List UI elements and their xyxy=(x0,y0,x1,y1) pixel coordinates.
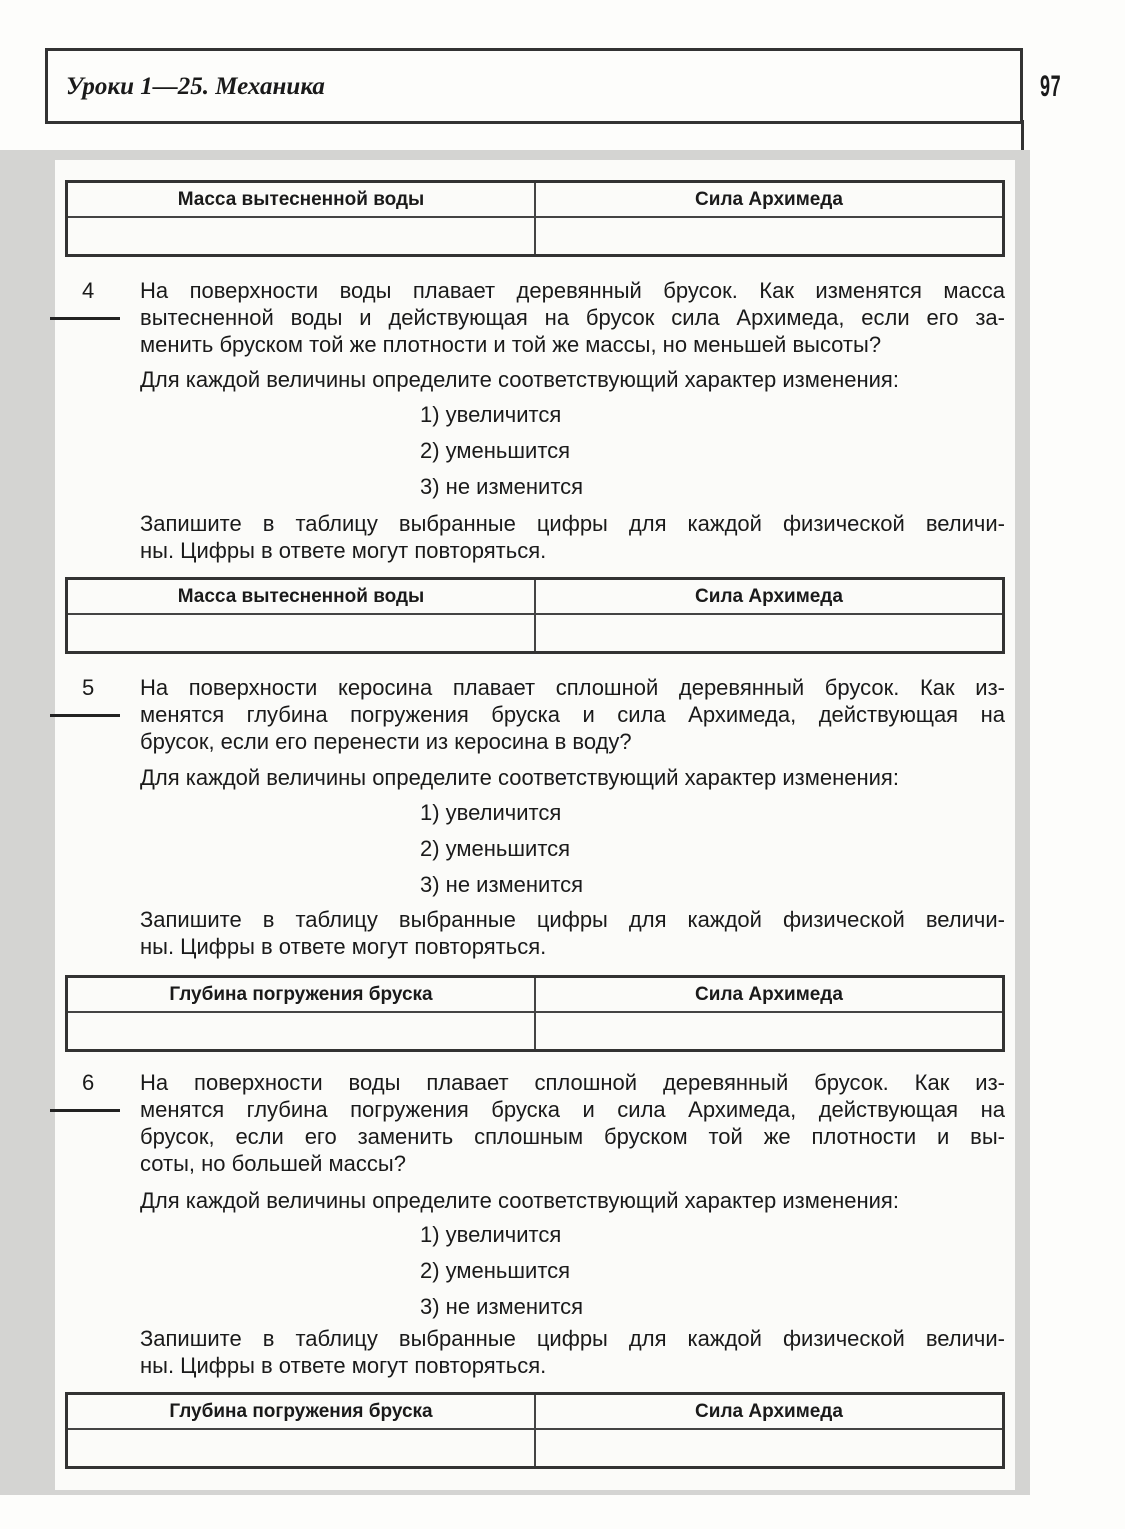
column-header: Сила Архимеда xyxy=(535,977,1004,1013)
answer-note xyxy=(140,906,1005,960)
answer-table xyxy=(65,180,1005,257)
answer-row xyxy=(67,1429,1004,1468)
text-line: Запишите в таблицу выбранные цифры для каждой физической величи- xyxy=(140,907,1005,932)
answer-row xyxy=(67,217,1004,256)
text-line: Для каждой величины определите соответствующий характер изменения: xyxy=(140,367,899,392)
column-header: Глубина погружения бруска xyxy=(67,977,536,1013)
option-item: 2) уменьшится xyxy=(420,1258,571,1283)
text-line: брусок, если его перенести из керосина в воду? xyxy=(140,729,632,754)
text-line: менятся глубина погружения бруска и сила Архимеда, действующая на xyxy=(140,1097,1005,1122)
answer-cell-1[interactable] xyxy=(67,217,536,256)
answer-note xyxy=(140,510,1005,564)
answer-table xyxy=(65,975,1005,1052)
answer-options xyxy=(420,397,583,505)
answer-table xyxy=(65,1392,1005,1469)
option-item: 3) не изменится xyxy=(420,474,584,499)
text-line: ны. Цифры в ответе могут повторяться. xyxy=(140,538,547,563)
column-header: Сила Архимеда xyxy=(535,1394,1004,1430)
option-item: 3) не изменится xyxy=(420,872,584,897)
text-line: ны. Цифры в ответе могут повторяться. xyxy=(140,934,547,959)
question-marker-line xyxy=(50,714,120,717)
answer-cell-2[interactable] xyxy=(535,614,1004,653)
column-header: Сила Архимеда xyxy=(535,579,1004,615)
column-header: Масса вытесненной воды xyxy=(67,182,536,218)
text-line: Запишите в таблицу выбранные цифры для каждой физической величи- xyxy=(140,511,1005,536)
answer-cell-2[interactable] xyxy=(535,1429,1004,1468)
answer-cell-1[interactable] xyxy=(67,614,536,653)
answer-options xyxy=(420,1217,583,1325)
option-item: 1) увеличится xyxy=(420,1222,562,1247)
question-number: 5 xyxy=(82,675,95,700)
text-line: На поверхности воды плавает сплошной деревянный брусок. Как из- xyxy=(140,1070,1005,1095)
answer-note xyxy=(140,1325,1005,1379)
question-text xyxy=(140,277,1005,358)
answer-row xyxy=(67,1012,1004,1051)
table-header-row xyxy=(67,182,1004,218)
table-header-row xyxy=(67,1394,1004,1430)
question-number: 6 xyxy=(82,1070,95,1095)
text-line: менятся глубина погружения бруска и сила Архимеда, действующая на xyxy=(140,702,1005,727)
question-text xyxy=(140,674,1005,755)
question-number: 4 xyxy=(82,278,95,303)
running-header xyxy=(45,48,1023,124)
answer-cell-1[interactable] xyxy=(67,1429,536,1468)
column-header: Глубина погружения бруска xyxy=(67,1394,536,1430)
section-title: Уроки 1—25. Механика xyxy=(66,73,325,100)
table-header-row xyxy=(67,977,1004,1013)
text-line: соты, но большей массы? xyxy=(140,1151,406,1176)
column-header: Масса вытесненной воды xyxy=(67,579,536,615)
text-line: Запишите в таблицу выбранные цифры для каждой физической величи- xyxy=(140,1326,1005,1351)
text-line: Для каждой величины определите соответствующий характер изменения: xyxy=(140,765,899,790)
text-line: вытесненной воды и действующая на брусок сила Архимеда, если его за- xyxy=(140,305,1005,330)
answer-cell-2[interactable] xyxy=(535,217,1004,256)
text-line: Для каждой величины определите соответствующий характер изменения: xyxy=(140,1188,899,1213)
question-marker-line xyxy=(50,1109,120,1112)
text-line: На поверхности керосина плавает сплошной деревянный брусок. Как из- xyxy=(140,675,1005,700)
question-text xyxy=(140,1069,1005,1177)
option-item: 1) увеличится xyxy=(420,402,562,427)
question-marker-line xyxy=(50,317,120,320)
instruction-text xyxy=(140,366,1005,393)
option-item: 3) не изменится xyxy=(420,1294,584,1319)
option-item: 2) уменьшится xyxy=(420,438,571,463)
answer-row xyxy=(67,614,1004,653)
option-item: 2) уменьшится xyxy=(420,836,571,861)
column-header: Сила Архимеда xyxy=(535,182,1004,218)
answer-cell-2[interactable] xyxy=(535,1012,1004,1051)
answer-table xyxy=(65,577,1005,654)
text-line: На поверхности воды плавает деревянный брусок. Как изменятся масса xyxy=(140,278,1005,303)
answer-options xyxy=(420,795,583,903)
answer-cell-1[interactable] xyxy=(67,1012,536,1051)
option-item: 1) увеличится xyxy=(420,800,562,825)
page-number: 97 xyxy=(1040,70,1062,103)
instruction-text xyxy=(140,1187,1005,1214)
text-line: менить бруском той же плотности и той же массы, но меньшей высоты? xyxy=(140,332,882,357)
text-line: ны. Цифры в ответе могут повторяться. xyxy=(140,1353,547,1378)
instruction-text xyxy=(140,764,1005,791)
table-header-row xyxy=(67,579,1004,615)
text-line: брусок, если его заменить сплошным бруском той же плотности и вы- xyxy=(140,1124,1005,1149)
